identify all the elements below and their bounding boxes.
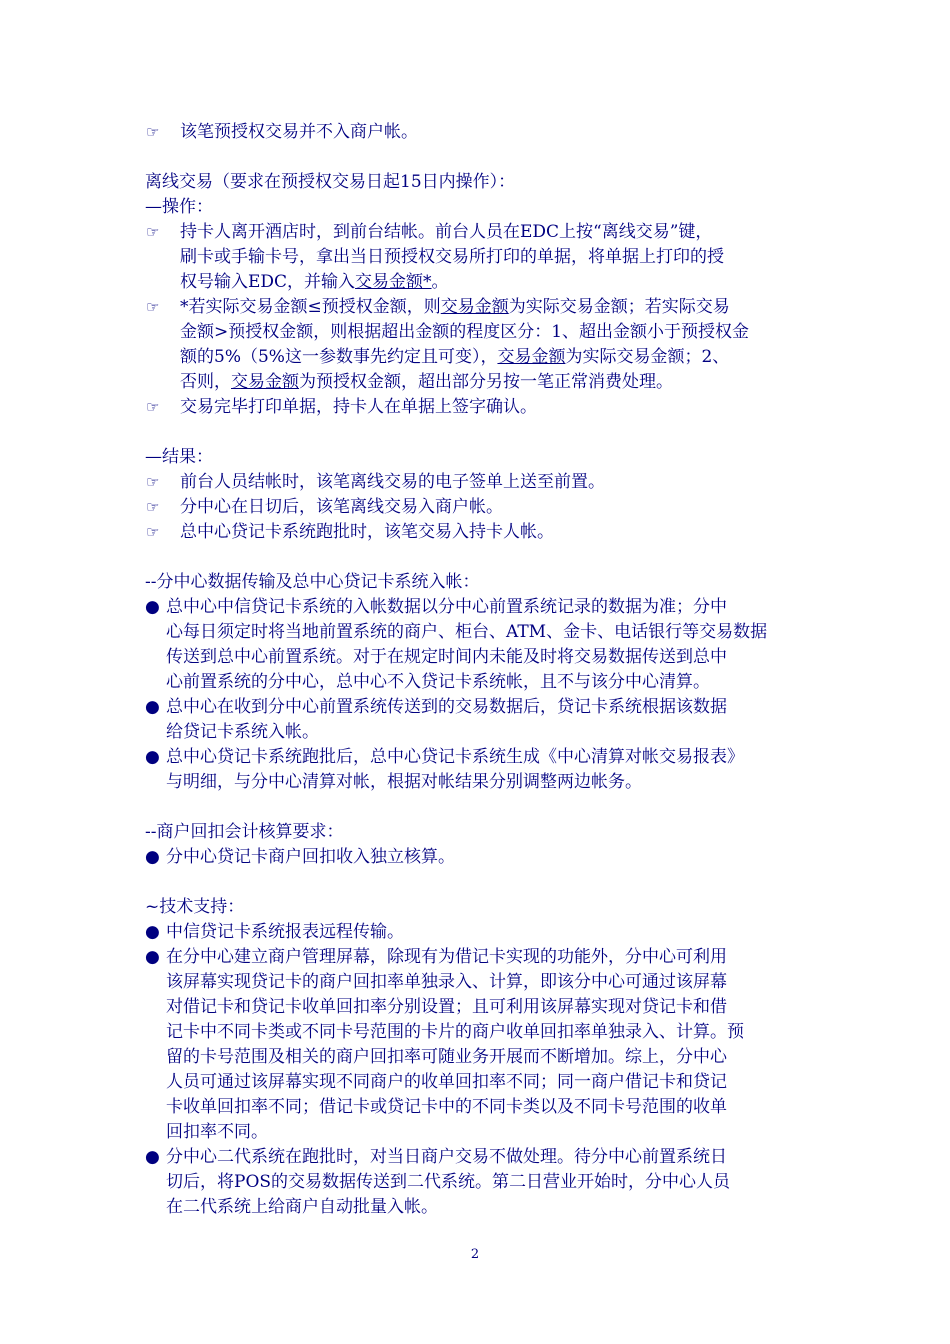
list-item: ● 总中心中信贷记卡系统的入帐数据以分中心前置系统记录的数据为准；分中 心每日须定时将当地前置系统的商户、柜台、ATM、金卡、电话银行等交易数据 传送到总中心前置系统。对于在规定时间内未能及时将交易数据传送到总中 心前置系统的分中心，总中心不入贷记卡系统帐，且不与该分中心清算。 xyxy=(145,597,768,692)
subheading: —结果： xyxy=(145,447,213,467)
list-item: ☞ 总中心贷记卡系统跑批时，该笔交易入持卡人帐。 xyxy=(145,520,810,545)
list-item: ● 中信贷记卡系统报表远程传输。 xyxy=(145,920,810,945)
section-heading: ~技术支持： xyxy=(145,897,245,917)
bullet-icon: ● xyxy=(145,597,160,617)
bullet-icon: ● xyxy=(145,847,160,867)
list-item: ● 总中心贷记卡系统跑批后，总中心贷记卡系统生成《中心清算对帐交易报表》 与明细，与分中心清算对帐，根据对帐结果分别调整两边帐务。 xyxy=(145,747,744,792)
list-item: ● 分中心贷记卡商户回扣收入独立核算。 xyxy=(145,845,810,870)
list-item: ☞ 该笔预授权交易并不入商户帐。 xyxy=(145,120,810,145)
section-heading: --分中心数据传输及总中心贷记卡系统入帐： xyxy=(145,572,480,592)
list-item: ● 分中心二代系统在跑批时，对当日商户交易不做处理。待分中心前置系统日 切后，将POS的交易数据传送到二代系统。第二日营业开始时，分中心人员 在二代系统上给商户自动批量入帐。 xyxy=(145,1147,731,1217)
list-item: ☞ 交易完毕打印单据，持卡人在单据上签字确认。 xyxy=(145,395,810,420)
list-item: ☞ *若实际交易金额≤预授权金额，则交易金额为实际交易金额；若实际交易 金额>预授权金额，则根据超出金额的程度区分：1、超出金额小于预授权金 额的5%（5%这一参数事先约定且可变），交易金额为实际交易金额；2、 否则，交易金额为预授权金额，超出部分另按一笔正常消费处理。 xyxy=(146,297,750,392)
bullet-icon: ● xyxy=(145,1147,160,1167)
document-page xyxy=(145,120,810,1220)
hand-pointing-icon: ☞ xyxy=(146,398,160,416)
bullet-icon: ● xyxy=(145,747,160,767)
bullet-icon: ● xyxy=(145,947,160,967)
hand-pointing-icon: ☞ xyxy=(146,123,160,141)
bullet-icon: ● xyxy=(145,922,160,942)
bullet-icon: ● xyxy=(145,697,160,717)
subheading: —操作： xyxy=(145,197,213,217)
list-item: ● 总中心在收到分中心前置系统传送到的交易数据后，贷记卡系统根据该数据 给贷记卡系统入帐。 xyxy=(145,697,727,742)
hand-pointing-icon: ☞ xyxy=(146,523,160,541)
hand-pointing-icon: ☞ xyxy=(146,498,160,516)
section-heading: --商户回扣会计核算要求： xyxy=(145,822,344,842)
hand-pointing-icon: ☞ xyxy=(146,473,160,491)
list-item: ● 在分中心建立商户管理屏幕，除现有为借记卡实现的功能外，分中心可利用 该屏幕实现贷记卡的商户回扣率单独录入、计算，即该分中心可通过该屏幕 对借记卡和贷记卡收单回扣率分别设置；且可利用该屏幕实现对贷记卡和借 记卡中不同卡类或不同卡号范围的卡片的商户收单回扣率单独录入、计算。预 留的卡号范围及相关的商户回扣率可随业务开展而不断增加。综上，分中心 人员可通过该屏幕实现不同商户的收单回扣率不同；同一商户借记卡和贷记 卡收单回扣率不同；借记卡或贷记卡中的不同卡类以及不同卡号范围的收单 回扣率不同。 xyxy=(145,947,744,1142)
hand-pointing-icon: ☞ xyxy=(146,223,160,241)
list-item: ☞ 分中心在日切后，该笔离线交易入商户帐。 xyxy=(145,495,810,520)
page-number: 2 xyxy=(470,1247,480,1262)
hand-pointing-icon: ☞ xyxy=(146,298,160,316)
list-item: ☞ 持卡人离开酒店时，到前台结帐。前台人员在EDC上按“离线交易”键， 刷卡或手输卡号，拿出当日预授权交易所打印的单据，将单据上打印的授 权号输入EDC，并输入交易金额*。 xyxy=(146,222,724,292)
list-item: ☞ 前台人员结帐时，该笔离线交易的电子签单上送至前置。 xyxy=(145,470,810,495)
section-heading: 离线交易（要求在预授权交易日起15日内操作）： xyxy=(145,172,516,192)
